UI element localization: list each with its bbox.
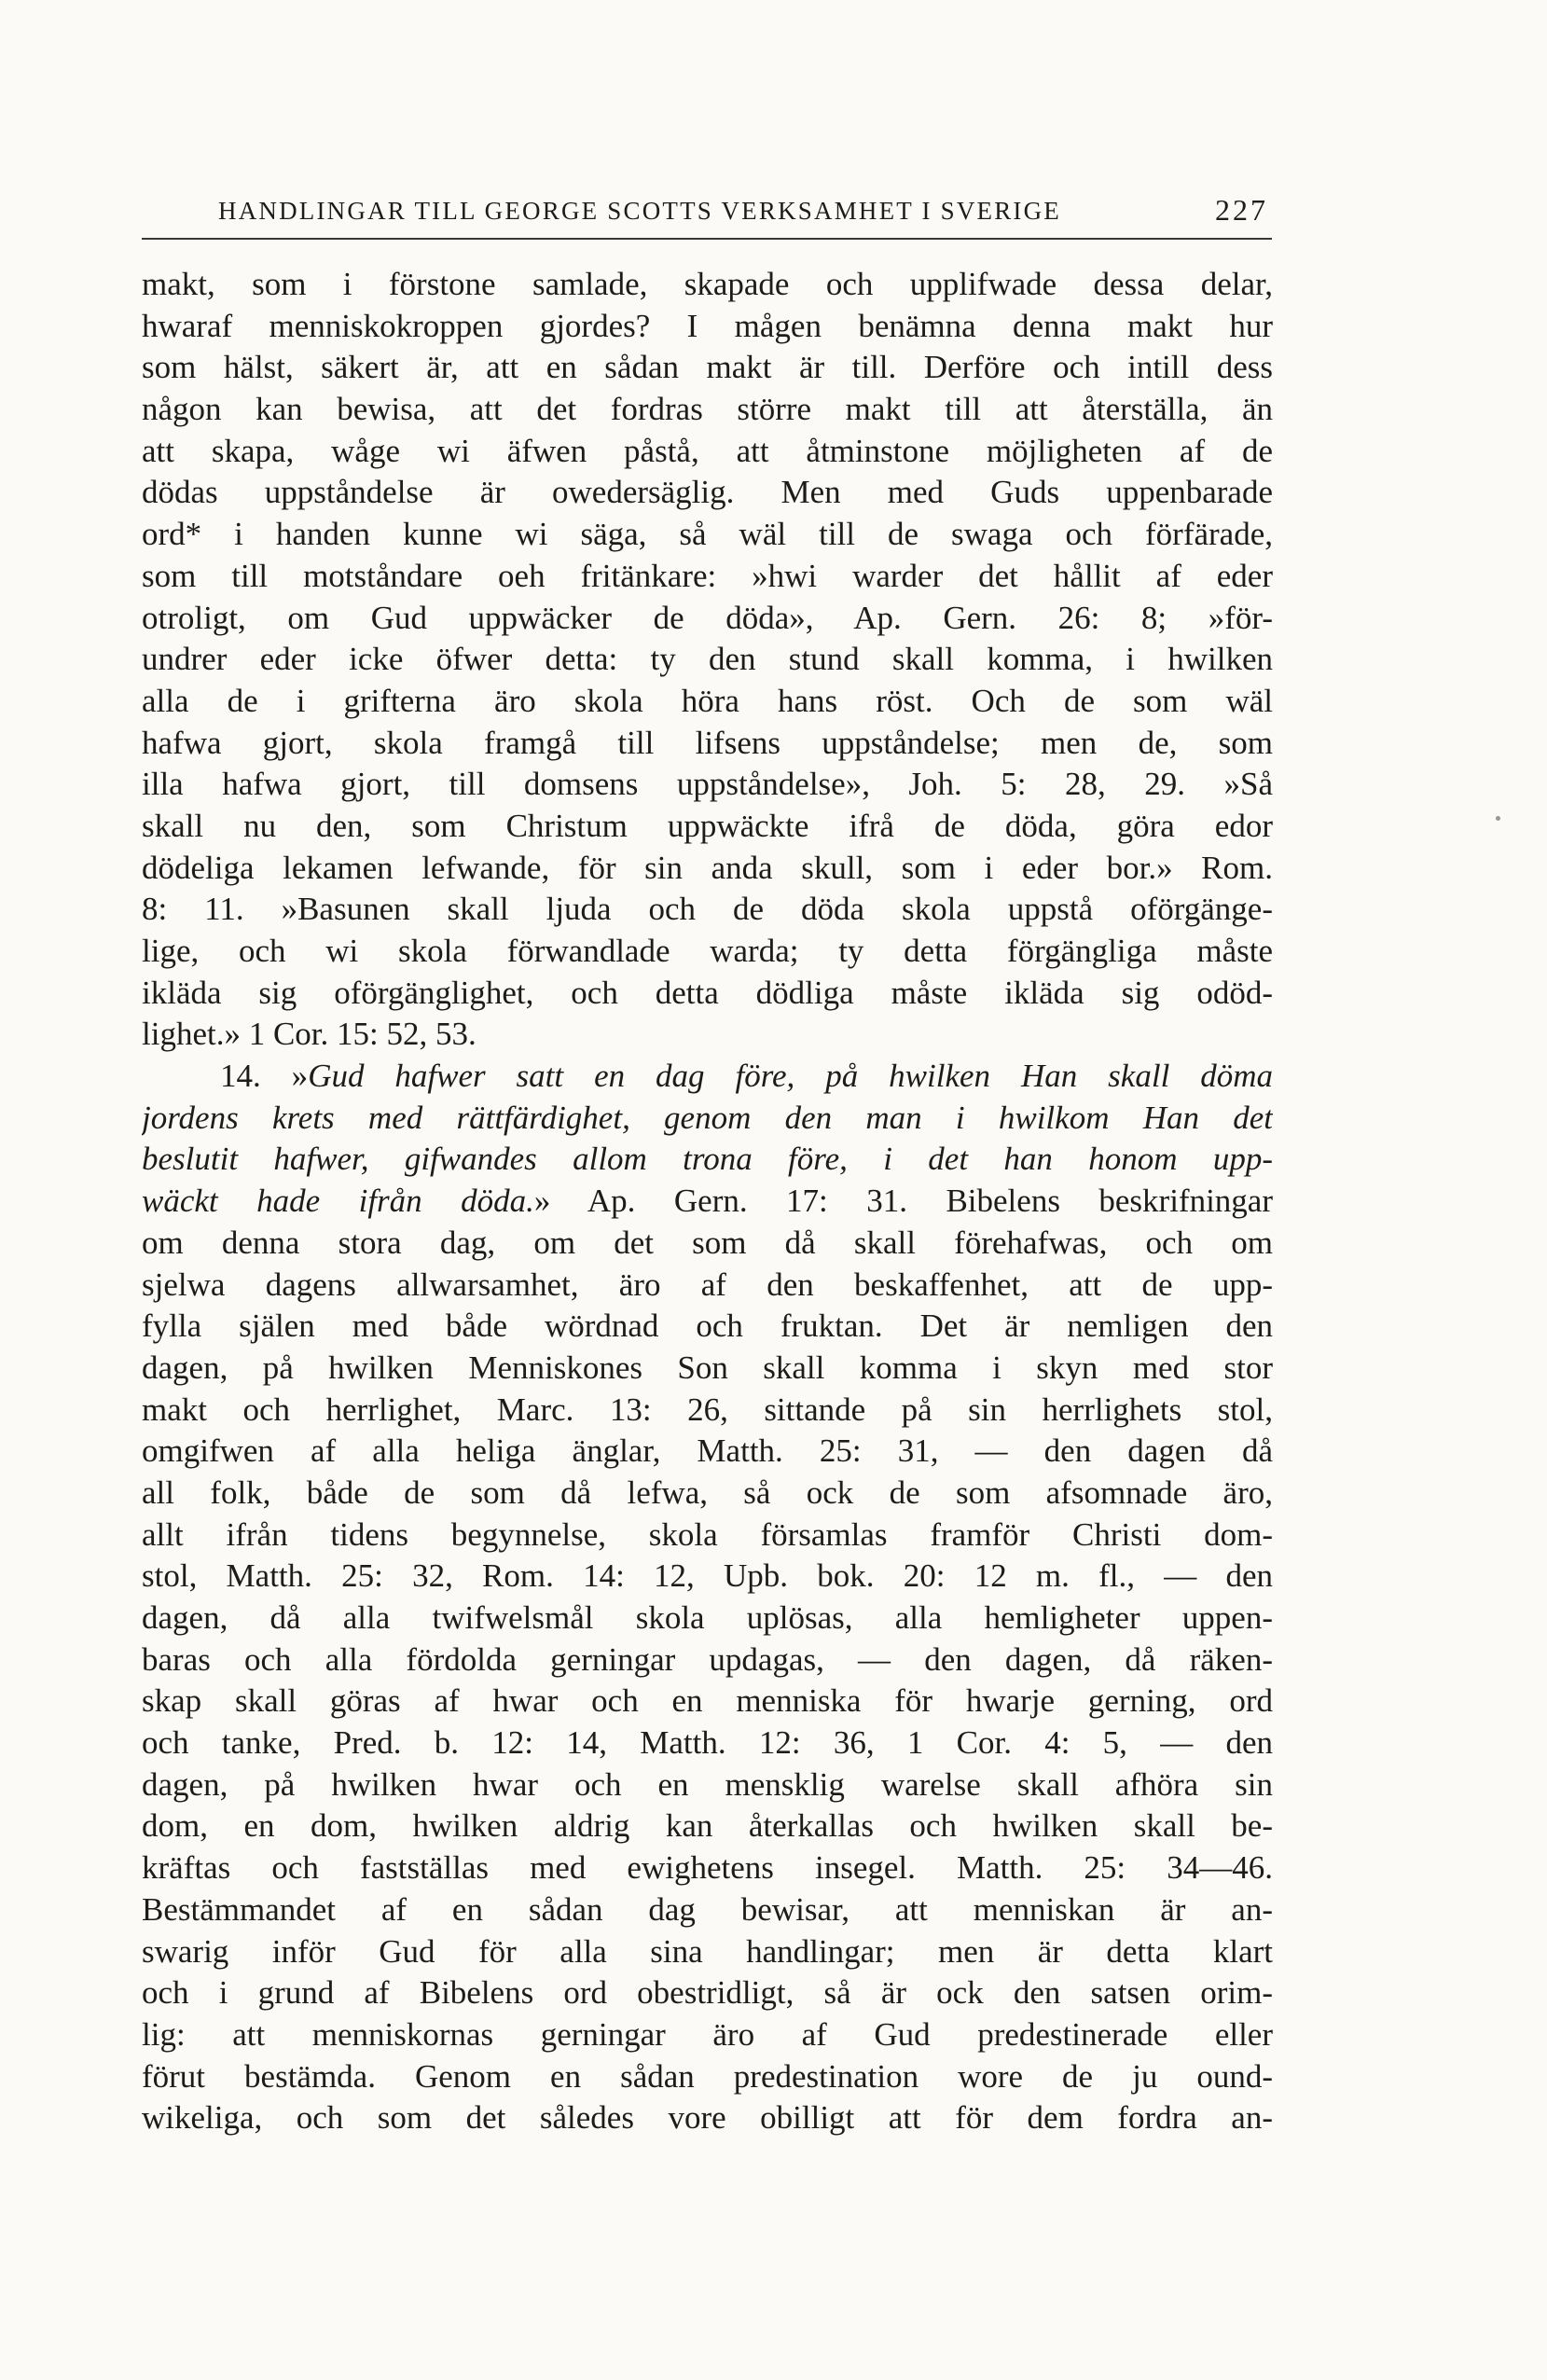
text-line xyxy=(142,1723,1273,1764)
line-text: ikläda sig oförgänglighet, och detta dödliga måste ikläda sig odöd- xyxy=(142,974,1273,1011)
line-text: dagen, på hwilken Menniskones Son skall komma i skyn med stor xyxy=(142,1349,1273,1386)
line-text: lige, och wi skola förwandlade warda; ty detta förgängliga måste xyxy=(142,933,1273,969)
text-line xyxy=(142,2056,1273,2098)
italic-quote: beslutit hafwer, gifwandes allom trona före, i det han honom upp- xyxy=(142,1141,1273,1178)
running-header xyxy=(142,191,1272,240)
line-text: hafwa gjort, skola framgå till lifsens uppståndelse; men de, som xyxy=(142,724,1273,761)
line-text: som hälst, säkert är, att en sådan makt är till. Derföre och intill dess xyxy=(142,349,1273,386)
line-text: fylla själen med både wördnad och fruktan. Det är nemligen den xyxy=(142,1308,1273,1345)
text-line xyxy=(142,1390,1273,1432)
line-text: illa hafwa gjort, till domsens uppståndelse», Joh. 5: 28, 29. »Så xyxy=(142,766,1273,803)
line-text: sjelwa dagens allwarsamhet, äro af den beskaffenhet, att de upp- xyxy=(142,1266,1273,1303)
line-text: dom, en dom, hwilken aldrig kan återkallas och hwilken skall be- xyxy=(142,1807,1273,1845)
text-line xyxy=(142,389,1273,431)
text-line xyxy=(142,306,1273,348)
line-text: som till motståndare oeh fritänkare: »hwi warder det hållit af eder xyxy=(142,557,1273,594)
line-text: dödas uppståndelse är owedersäglig. Men med Guds uppenbarade xyxy=(142,474,1273,511)
line-text: om denna stora dag, om det som då skall förehafwas, och om xyxy=(142,1224,1273,1261)
text-line xyxy=(142,848,1273,890)
running-title: HANDLINGAR TILL GEORGE SCOTTS VERKSAMHET I SVERIGE xyxy=(218,197,1061,225)
line-text: dagen, då alla twifwelsmål skola uplösas, alla hemligheter uppen- xyxy=(142,1599,1273,1636)
line-text: baras och alla fördolda gerningar updagas, — den dagen, då räken- xyxy=(142,1640,1273,1678)
text-line xyxy=(142,1640,1273,1681)
text-line xyxy=(142,1889,1273,1931)
line-text: förut bestämda. Genom en sådan predestination wore de ju ound- xyxy=(142,2057,1273,2095)
text-line xyxy=(142,889,1273,931)
line-text: hwaraf menniskokroppen gjordes? I mågen benämna denna makt hur xyxy=(142,307,1273,344)
line-text: och i grund af Bibelens ord obestridligt, så är ock den satsen orim- xyxy=(142,1974,1273,2012)
line-text: att skapa, wåge wi äfwen påstå, att åtminstone möjligheten af de xyxy=(142,432,1273,469)
text-line xyxy=(142,764,1273,806)
text-line xyxy=(142,1473,1273,1515)
paper-speck xyxy=(1496,816,1500,821)
text-line xyxy=(142,681,1273,723)
text-line xyxy=(142,431,1273,473)
text-line xyxy=(142,472,1273,514)
line-text: skall nu den, som Christum uppwäckte ifrå de döda, göra edor xyxy=(142,807,1273,844)
line-text: kräftas och fastställas med ewighetens insegel. Matth. 25: 34—46. xyxy=(142,1849,1273,1887)
line-text: otroligt, om Gud uppwäcker de döda», Ap. Gern. 26: 8; »för- xyxy=(142,599,1273,636)
page-number: 227 xyxy=(1215,193,1268,227)
text-line xyxy=(142,1014,1273,1056)
line-text: lig: att menniskornas gerningar äro af Gud predestinerade eller xyxy=(142,2015,1273,2053)
text-line xyxy=(142,931,1273,973)
line-text: och tanke, Pred. b. 12: 14, Matth. 12: 36, 1 Cor. 4: 5, — den xyxy=(142,1724,1273,1762)
text-line xyxy=(142,1556,1273,1598)
text-line xyxy=(142,514,1273,556)
text-line xyxy=(142,1181,1273,1223)
text-line xyxy=(142,1806,1273,1847)
text-line xyxy=(142,1972,1273,2014)
line-text: all folk, både de som då lefwa, så ock de som afsomnade äro, xyxy=(142,1474,1273,1511)
line-text: dödeliga lekamen lefwande, för sin anda skull, som i eder bor.» Rom. xyxy=(142,849,1273,886)
italic-quote: wäckt hade ifrån döda. xyxy=(142,1183,534,1220)
text-line xyxy=(142,1515,1273,1557)
text-line xyxy=(142,1306,1273,1348)
text-line xyxy=(142,723,1273,765)
text-line xyxy=(142,1223,1273,1265)
text-line xyxy=(142,2014,1273,2056)
text-line xyxy=(142,264,1273,306)
line-text: wikeliga, och som det således vore obilligt att för dem fordra an- xyxy=(142,2099,1273,2137)
italic-quote: Gud hafwer satt en dag före, på hwilken Han skall döma xyxy=(308,1058,1273,1095)
text-line xyxy=(142,1265,1273,1307)
text-line xyxy=(142,1431,1273,1473)
line-text: allt ifrån tidens begynnelse, skola församlas framför Christi dom- xyxy=(142,1515,1273,1553)
text-line xyxy=(142,1931,1273,1973)
text-line xyxy=(142,2097,1273,2139)
line-text: » Ap. Gern. 17: 31. Bibelens beskrifningar xyxy=(533,1183,1273,1220)
line-text: skap skall göras af hwar och en menniska för hwarje gerning, ord xyxy=(142,1682,1273,1720)
italic-quote: jordens krets med rättfärdighet, genom den man i hwilkom Han det xyxy=(142,1099,1273,1136)
text-line xyxy=(142,639,1273,681)
text-line xyxy=(142,1348,1273,1390)
text-line xyxy=(142,806,1273,848)
text-line: 14. »Gud hafwer satt en dag före, på hwilken Han skall döma xyxy=(220,1058,1273,1095)
line-text: ord* i handen kunne wi säga, så wäl till de swaga och förfärade, xyxy=(142,516,1273,553)
text-line xyxy=(142,973,1273,1015)
line-text: makt och herrlighet, Marc. 13: 26, sittande på sin herrlighets stol, xyxy=(142,1391,1273,1428)
text-line xyxy=(142,1764,1273,1806)
text-line xyxy=(142,598,1273,640)
text-line xyxy=(142,347,1273,389)
section-number: 14. xyxy=(220,1058,261,1095)
text-line xyxy=(142,556,1273,598)
line-text: alla de i grifterna äro skola höra hans röst. Och de som wäl xyxy=(142,682,1273,719)
body-text xyxy=(142,264,1273,2139)
line-text: makt, som i förstone samlade, skapade och upplifwade dessa delar, xyxy=(142,266,1273,302)
line-text: undrer eder icke öfwer detta: ty den stund skall komma, i hwilken xyxy=(142,641,1273,678)
text-line xyxy=(142,1098,1273,1140)
line-text: dagen, på hwilken hwar och en mensklig warelse skall afhöra sin xyxy=(142,1765,1273,1803)
text-line xyxy=(142,1139,1273,1181)
line-text: swarig inför Gud för alla sina handlingar; men är detta klart xyxy=(142,1932,1273,1970)
line-text: 8: 11. »Basunen skall ljuda och de döda skola uppstå oförgänge- xyxy=(142,891,1273,928)
text-line xyxy=(142,1681,1273,1723)
text-line xyxy=(142,1598,1273,1640)
line-text: någon kan bewisa, att det fordras större makt till att återställa, än xyxy=(142,391,1273,428)
line-text: stol, Matth. 25: 32, Rom. 14: 12, Upb. bok. 20: 12 m. fl., — den xyxy=(142,1557,1273,1595)
line-text: lighet.» 1 Cor. 15: 52, 53. xyxy=(142,1016,477,1053)
line-text: omgifwen af alla heliga änglar, Matth. 25: 31, — den dagen då xyxy=(142,1432,1273,1470)
text-line xyxy=(142,1847,1273,1889)
line-text: Bestämmandet af en sådan dag bewisar, att menniskan är an- xyxy=(142,1890,1273,1928)
